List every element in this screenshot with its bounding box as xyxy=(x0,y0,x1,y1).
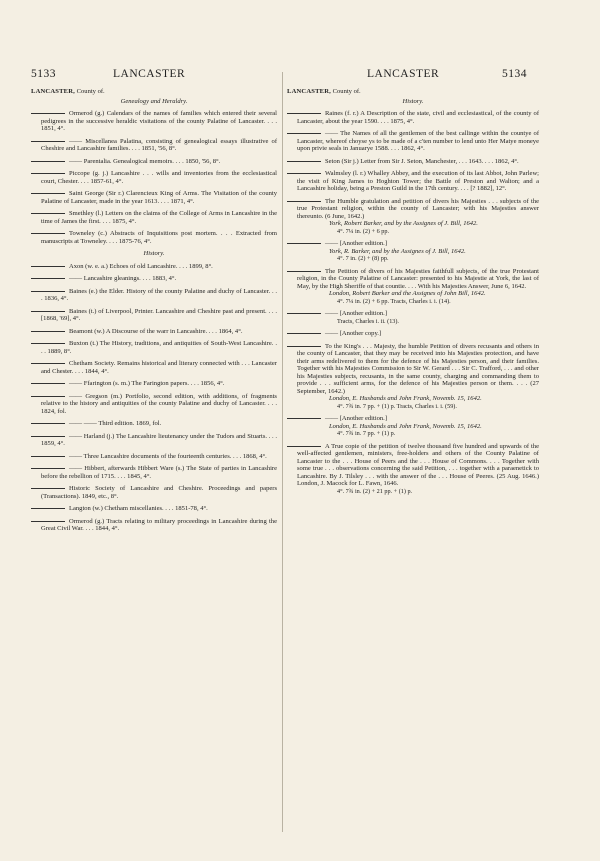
left-history-entries xyxy=(31,263,277,533)
entry-imprint: London, Robert Barker and the Assignes of John Bill, 1642. xyxy=(329,290,486,297)
catalogue-entry xyxy=(31,210,277,225)
entry-rule xyxy=(31,363,65,364)
catalogue-entry xyxy=(287,443,539,496)
right-running-title: LANCASTER xyxy=(367,68,440,80)
catalogue-entry xyxy=(287,170,539,193)
entry-text: Seton (Sir j.) Letter from Sir J. Seton, Manchester, . . . 1643. . . . 1862, 4°. xyxy=(325,157,519,165)
entry-rule xyxy=(31,291,65,292)
entry-rule xyxy=(31,456,65,457)
left-column xyxy=(31,88,277,538)
entry-text: Walmsley (l. r.) Whalley Abbey, and the execution of its last Abbot, John Parlew; the visit of King James to Hoghton Tower; the Battle of Preston and Walton; and a Lancashire holiday, being a Preston Guild in the 17th century. . . . [? 1882], 12°. xyxy=(297,170,539,192)
entry-imprint: York, Robert Barker, and by the Assignes of J. Bill, 1642. xyxy=(329,220,478,227)
entry-text: Axon (w. e. a.) Echoes of old Lancashire. . . . 1899, 8°. xyxy=(69,262,213,270)
entry-text: A True copie of the petition of twelve thousand five hundred and upwards of the well-affected gentlemen, ministers, free-holders and others of the County Palatine of Lancaster to the . . . House of Peers and the . . . House of Commons. . . . Together with some true . . . observations concerning the said Petition, . . . together with a paraenetick to Lancashire. By J. Tilsley . . . with the answer of the . . . House of Peeres. (25 Aug. 1646.) London, J. Macock for L. Fawn, 1646. xyxy=(297,442,539,487)
entry-text: Ormerod (g.) Tracts relating to military proceedings in Lancashire during the Great Civil War. . . . 1844, 4°. xyxy=(41,517,277,532)
catalogue-entry xyxy=(31,138,277,153)
entry-rule xyxy=(31,161,65,162)
entry-rule xyxy=(287,173,321,174)
entry-collation: 4°. 7¾ in. 7 pp. + (1) p. xyxy=(337,430,396,437)
entry-rule xyxy=(31,141,65,142)
entry-rule xyxy=(31,383,65,384)
entry-text: —— —— Third edition. 1869, fol. xyxy=(69,420,162,427)
entry-text: Historic Society of Lancashire and Cheshire. Proceedings and papers (Transactions). 1849, etc., 8°. xyxy=(41,485,277,500)
entry-text: Beamont (w.) A Discourse of the warr in Lancashire. . . . 1864, 4°. xyxy=(69,327,243,335)
entry-text: Chetham Society. Remains historical and literary connected with . . . Lancaster and Chester. . . . 1844, 4°. xyxy=(41,360,277,375)
catalogue-entry xyxy=(287,268,539,306)
catalogue-entry xyxy=(287,110,539,125)
entry-rule xyxy=(31,331,65,332)
entry-text: Saint George (Sir r.) Clarencieux King of Arms. The Visitation of the county Palatine of Lancaster, made in the year 1613. . . . 1871, 4°. xyxy=(41,190,277,205)
catalogue-entry xyxy=(31,340,277,355)
catalogue-entry xyxy=(287,198,539,236)
entry-imprint: London, E. Husbands and John Frank, Novemb. 15, 1642. xyxy=(329,395,482,402)
entry-rule xyxy=(287,333,321,334)
entry-rule xyxy=(31,311,65,312)
catalogue-entry xyxy=(31,170,277,185)
entry-rule xyxy=(287,418,321,419)
catalogue-entry xyxy=(31,433,277,448)
entry-text: —— Harland (j.) The Lancashire lieutenancy under the Tudors and Stuarts. . . . 1859, 4°. xyxy=(41,432,277,447)
entry-text: Buxton (t.) The History, traditions, and antiquities of South-West Lancashire. . . . 1889, 8°. xyxy=(41,340,277,355)
entry-text: —— Lancashire gleanings. . . . 1883, 4°. xyxy=(69,275,177,282)
catalogue-entry xyxy=(287,415,539,438)
catalogue-entry xyxy=(31,485,277,500)
entry-text: —— [Another edition.] xyxy=(325,240,388,247)
catalogue-entry xyxy=(31,230,277,245)
entry-text: The Humble gratulation and petition of divers his Majesties . . . subjects of the true Protestant religion, within the county of Lancaster; with his Majesties answer thereunto. (6 June, 1642.) xyxy=(297,197,539,220)
entry-rule xyxy=(31,521,65,522)
left-genealogy-entries xyxy=(31,110,277,245)
entry-text: Smethley (l.) Letters on the claims of the College of Arms in Lancashire in the time of James the first. . . . 1875, 4°. xyxy=(41,210,277,225)
catalogue-entry xyxy=(287,330,539,338)
entry-text: Baines (t.) of Liverpool, Printer. Lancashire and Cheshire past and present. . . . [1868, '69], 4°. xyxy=(41,307,277,322)
catalogue-entry xyxy=(31,263,277,271)
catalogue-entry xyxy=(287,343,539,411)
right-column xyxy=(287,88,539,500)
entry-rule xyxy=(31,278,65,279)
catalogue-entry xyxy=(287,310,539,325)
left-page-number: 5133 xyxy=(31,68,56,80)
entry-rule xyxy=(287,113,321,114)
entry-rule xyxy=(287,161,321,162)
entry-rule xyxy=(31,213,65,214)
entry-text: Ormerod (g.) Calendars of the names of families which entered their several pedigrees in the successive heraldic visitations of the county Palatine of Lancaster. . . . 1851, 4°. xyxy=(41,110,277,132)
entry-text: —— Hibbert, afterwards Hibbert Ware (s.) The State of parties in Lancashire before the rebellion of 1715. . . . 1845, 4°. xyxy=(41,465,277,480)
entry-imprint: London, E. Husbands and John Frank, Novemb. 15, 1642. xyxy=(329,422,482,430)
left-running-title: LANCASTER xyxy=(113,68,186,80)
entry-collation: 4°. 7¼ in. (2) + 6 pp. xyxy=(337,227,390,235)
entry-text: Towneley (c.) Abstracts of Inquisitions post mortem. . . . Extracted from manuscripts at Towneley. . . . 1875-76, 4°. xyxy=(41,230,277,245)
catalogue-entry xyxy=(287,240,539,263)
right-history-entries xyxy=(287,110,539,495)
catalogue-entry xyxy=(31,110,277,133)
entry-collation: 4°. 7 in. (2) + (8) pp. xyxy=(337,255,389,262)
entry-rule xyxy=(287,201,321,202)
catalogue-entry xyxy=(31,380,277,388)
entry-collation: 4°. 7¾ in. 7 pp. + (1) p. Tracts, Charles i. i. (59). xyxy=(337,402,457,410)
catalogue-entry xyxy=(31,465,277,480)
entry-text: —— Gregson (m.) Portfolio, second edition, with additions, of fragments relative to the history and antiquities of the county Palatine and duchy of Lancaster. . . . 1824, fol. xyxy=(41,392,277,415)
entry-text: —— Parentalia. Genealogical memoirs. . . . 1850, '56, 8°. xyxy=(69,157,221,165)
catalogue-entry xyxy=(31,518,277,533)
entry-text: —— Three Lancashire documents of the fourteenth centuries. . . . 1868, 4°. xyxy=(69,452,267,460)
entry-text: Piccope (g. j.) Lancashire . . . wills and inventories from the ecclesiastical court, Chester. . . . 1857-61, 4°. xyxy=(41,170,277,185)
catalogue-entry xyxy=(31,275,277,283)
entry-text: Langton (w.) Chetham miscellanies. . . . 1851-78, 4°. xyxy=(69,505,208,512)
entry-text: —— [Another edition.] xyxy=(325,310,388,317)
entry-rule xyxy=(31,508,65,509)
entry-text: Raines (f. r.) A Description of the state, civil and ecclesiastical, of the county of Lancaster, about the year 1590. . . . 1875, 4°. xyxy=(297,110,539,125)
entry-rule xyxy=(287,271,321,272)
entry-rule xyxy=(287,243,321,244)
right-heading: LANCASTER, County of. xyxy=(287,88,361,95)
catalogue-entry xyxy=(31,393,277,416)
catalogue-entry xyxy=(31,420,277,428)
entry-text: Baines (e.) the Elder. History of the county Palatine and duchy of Lancaster. . . . 1836, 4°. xyxy=(41,287,277,302)
left-section-genealogy: Genealogy and Heraldry. xyxy=(120,97,188,105)
entry-rule xyxy=(31,488,65,489)
right-page-number: 5134 xyxy=(502,68,527,80)
entry-text: —— Miscellanea Palatina, consisting of genealogical essays illustrative of Cheshire and Lancashire families. . . . 1851, '56, 8°. xyxy=(41,137,277,152)
entry-rule xyxy=(31,423,65,424)
entry-text: —— Ffarington (s. m.) The Farington papers. . . . 1856, 4°. xyxy=(69,380,225,387)
entry-collation: 4°. 7¾ in. (2) + 21 pp. + (1) p. xyxy=(337,487,413,495)
entry-imprint: York, R. Barker, and by the Assignes of J. Bill, 1642. xyxy=(329,247,466,255)
catalogue-entry xyxy=(31,328,277,336)
right-section-history: History. xyxy=(402,97,424,105)
entry-rule xyxy=(31,436,65,437)
entry-rule xyxy=(287,446,321,447)
entry-rule xyxy=(31,173,65,174)
catalogue-entry xyxy=(287,130,539,153)
left-section-history: History. xyxy=(143,250,165,257)
entry-rule xyxy=(287,133,321,134)
catalogue-entry xyxy=(31,158,277,166)
entry-rule xyxy=(31,233,65,234)
catalogue-entry xyxy=(31,453,277,461)
entry-text: To the King's . . . Majesty, the humble Petition of divers recusants and others in the county of Lancaster, that they may be received into his Majesties protection, and have their arms redelivered to them for the defence of his Majesties person, and their families. Together with his Majesties Commission to Sir W. Gerard . . . Sir C. Trafford, . . . and other his Majesties subjects, recusants, in the same county, charging and commanding them to provide . . . sufficient arms, for the defence of his Majesties person or them. . . . (27 September, 1642.) xyxy=(297,342,539,395)
entry-text: The Petition of divers of his Majesties faithfull subjects, of the true Protestant religion, in the County Palatine of Lancaster: presented to his Majestie at York, the last of May, by the High Sheriffe of that countie. . . . With his Majesties Answer, June 6, 1642. xyxy=(297,267,539,290)
entry-rule xyxy=(31,266,65,267)
entry-rule xyxy=(31,468,65,469)
catalogue-entry xyxy=(31,288,277,303)
catalogue-entry xyxy=(31,505,277,513)
entry-rule xyxy=(31,343,65,344)
entry-collation: Tracts, Charles i. ii. (13). xyxy=(337,317,399,325)
entry-rule xyxy=(31,396,65,397)
entry-rule xyxy=(287,313,321,314)
left-heading: LANCASTER, County of. xyxy=(31,88,105,95)
entry-text: —— [Another edition.] xyxy=(325,415,388,422)
catalogue-entry xyxy=(31,190,277,205)
entry-text: —— The Names of all the gentlemen of the best callinge within the countye of Lancaster, whereof choyse ys to be made of a c'ten number to lend unto Her Matye moneye upon privie seals in Januarye 1588. . . . 1862, 4°. xyxy=(297,130,539,152)
column-divider xyxy=(282,72,283,832)
entry-rule xyxy=(31,113,65,114)
entry-rule xyxy=(31,193,65,194)
catalogue-entry xyxy=(287,158,539,166)
entry-rule xyxy=(287,346,321,347)
catalogue-entry xyxy=(31,308,277,323)
entry-text: —— [Another copy.] xyxy=(325,330,382,337)
entry-collation: 4°. 7¼ in. (2) + 6 pp. Tracts, Charles i. i. (14). xyxy=(337,297,451,305)
catalogue-entry xyxy=(31,360,277,375)
